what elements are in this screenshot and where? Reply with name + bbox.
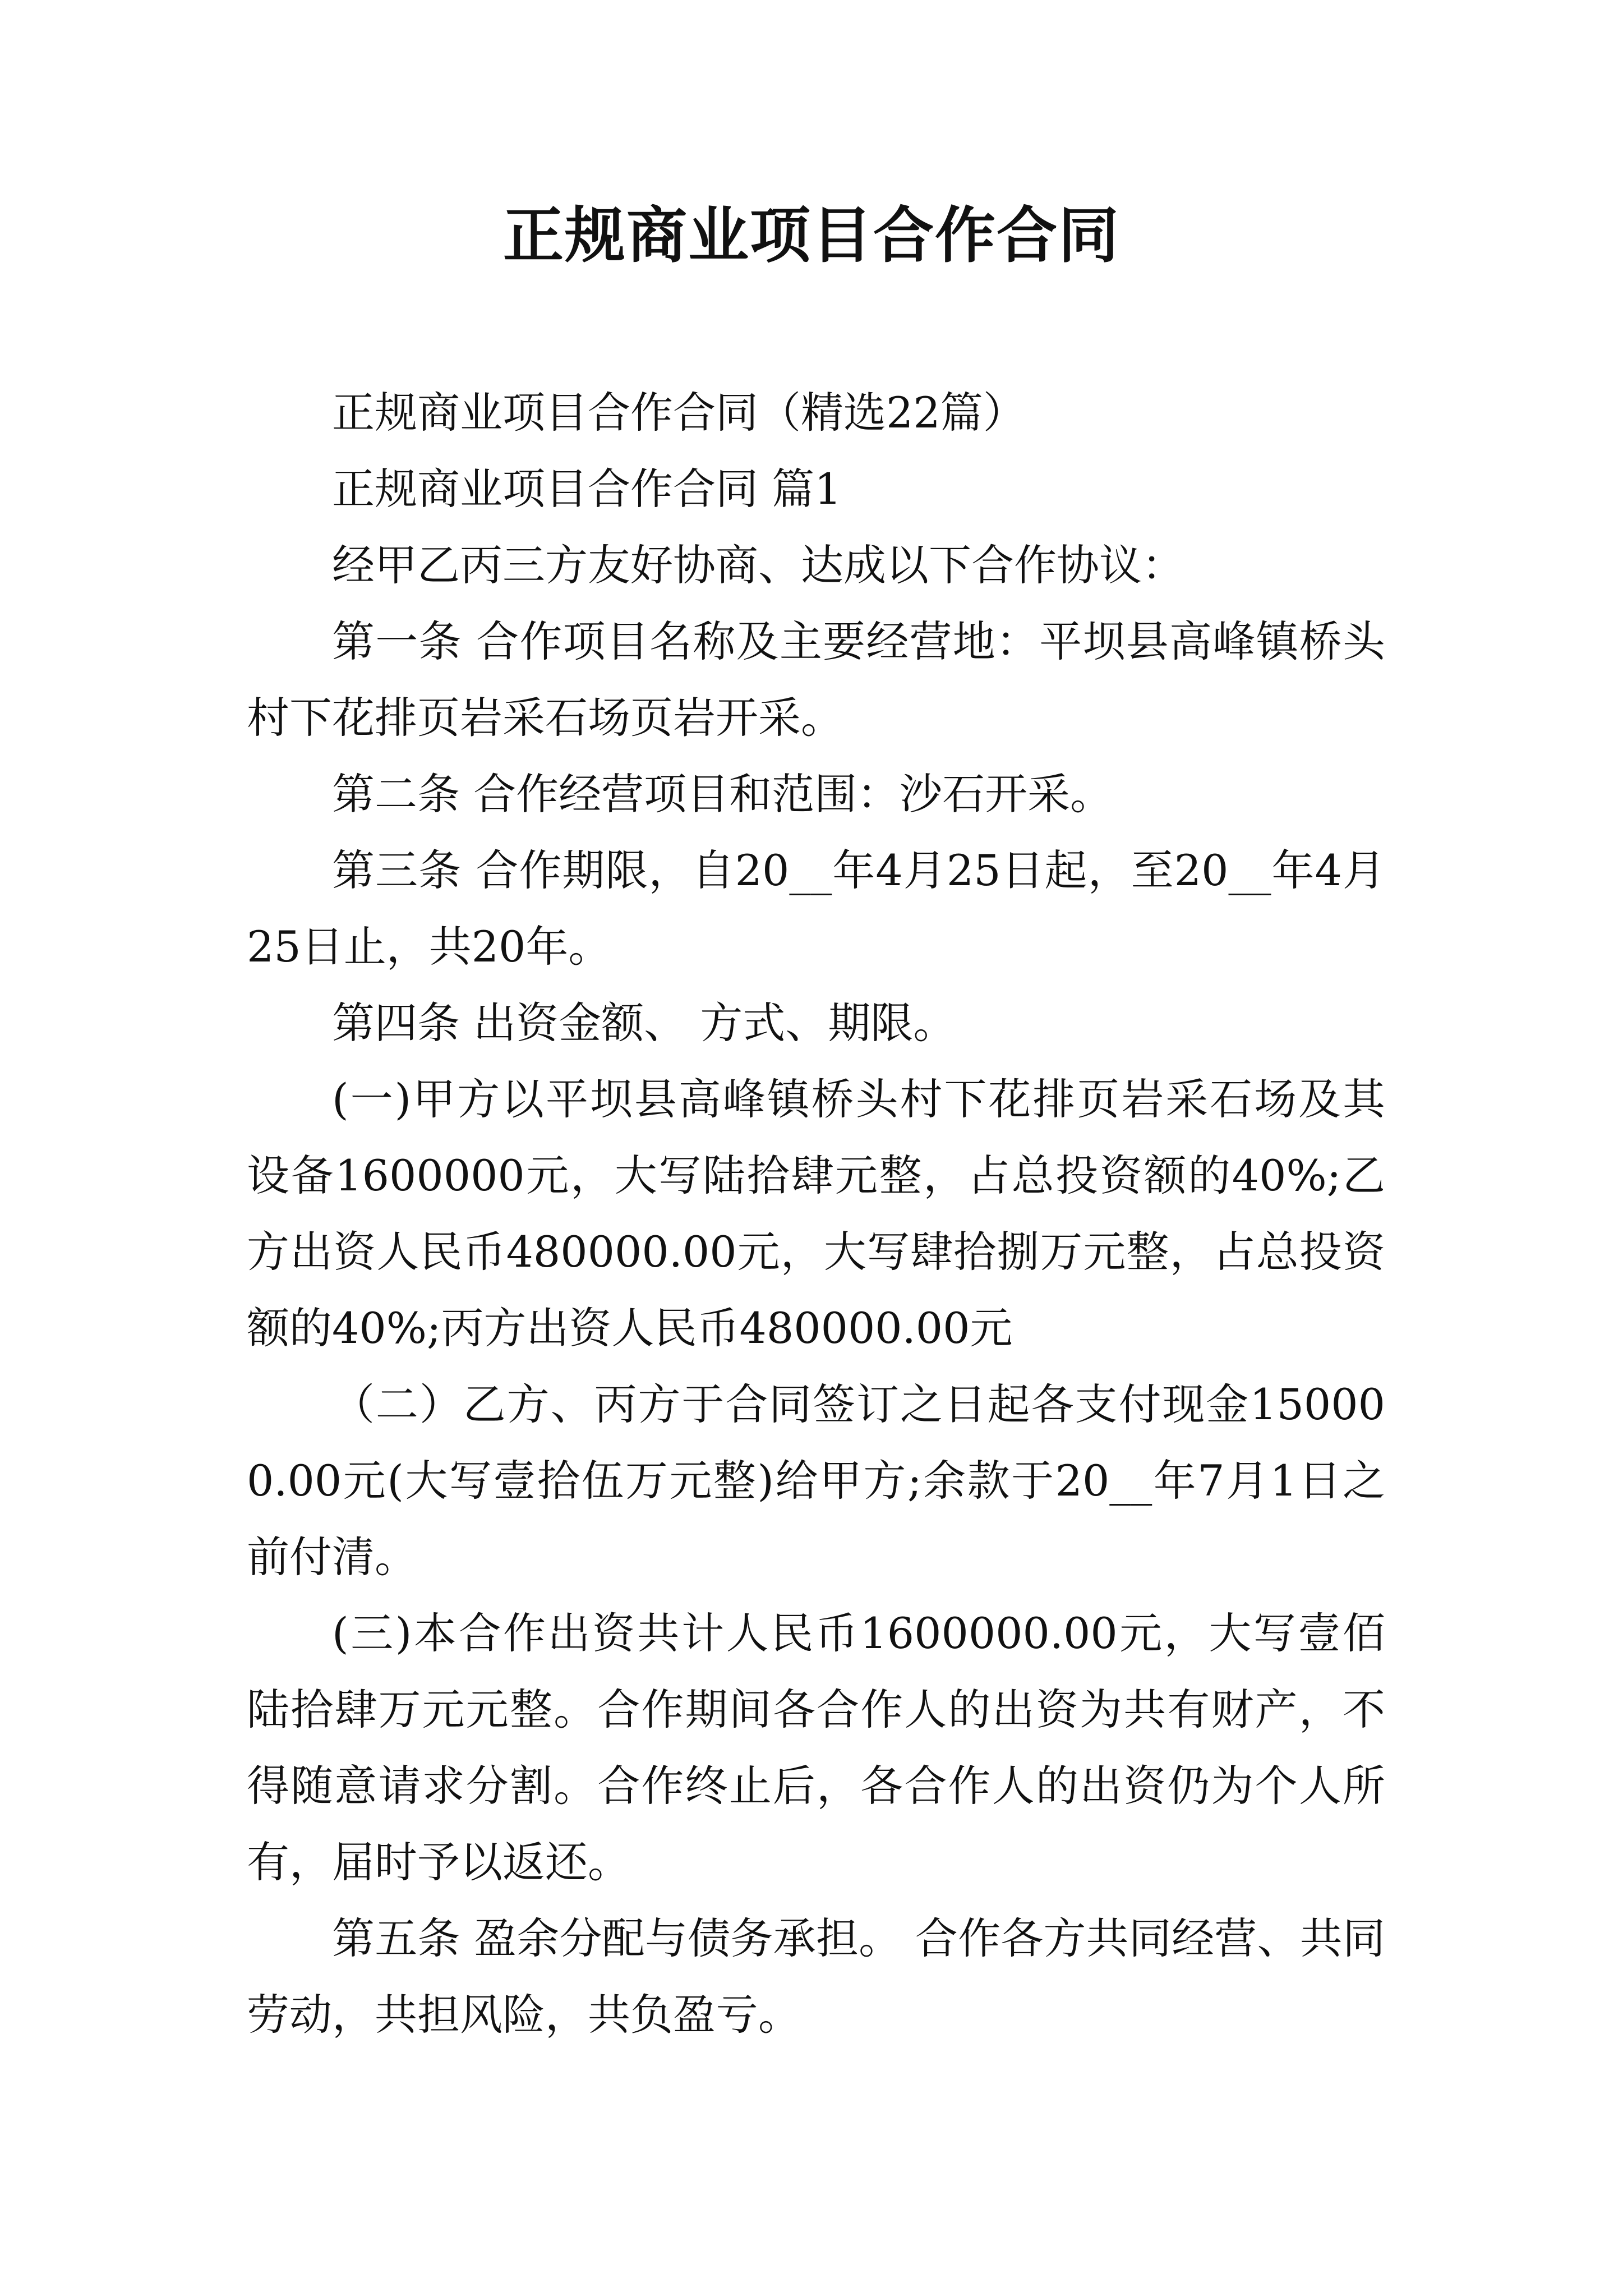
paragraph-article-3: 第三条 合作期限，自20__年4月25日起，至20__年4月25日止，共20年。 (247, 845, 1385, 972)
paragraph-article-2: 第二条 合作经营项目和范围：沙石开采。 (332, 769, 1113, 819)
paragraph-article-4-item-1: (一)甲方以平坝县高峰镇桥头村下花排页岩采石场及其设备1600000元，大写陆拾肆元整，占总投资额的40%;乙方出资人民币480000.00元，大写肆拾捌万元整，占总投资额的40%;丙方出资人民币480000.00元 (247, 1074, 1385, 1353)
document-body (247, 375, 1385, 2053)
paragraph-article-5: 第五条 盈余分配与债务承担。 合作各方共同经营、共同劳动，共担风险，共负盈亏。 (247, 1913, 1385, 2040)
paragraph-article-4-item-2: （二）乙方、丙方于合同签订之日起各支付现金150000.00元(大写壹拾伍万元整)给甲方;余款于20__年7月1日之前付清。 (247, 1379, 1385, 1582)
paragraph-article-4: 第四条 出资金额、 方式、期限。 (332, 998, 956, 1048)
paragraph-article-4-item-3: (三)本合作出资共计人民币1600000.00元，大写壹佰陆拾肆万元元整。合作期间各合作人的出资为共有财产，不得随意请求分割。合作终止后，各合作人的出资仍为个人所有，届时予以返还。 (247, 1608, 1385, 1887)
paragraph-collection-title: 正规商业项目合作合同（精选22篇） (332, 388, 1026, 438)
paragraph-preamble: 经甲乙丙三方友好协商、达成以下合作协议： (332, 540, 1184, 590)
paragraph-article-1: 第一条 合作项目名称及主要经营地：平坝县高峰镇桥头村下花排页岩采石场页岩开采。 (247, 616, 1385, 743)
paragraph-section-heading: 正规商业项目合作合同 篇1 (332, 464, 842, 514)
document-title: 正规商业项目合作合同 (502, 200, 1120, 271)
